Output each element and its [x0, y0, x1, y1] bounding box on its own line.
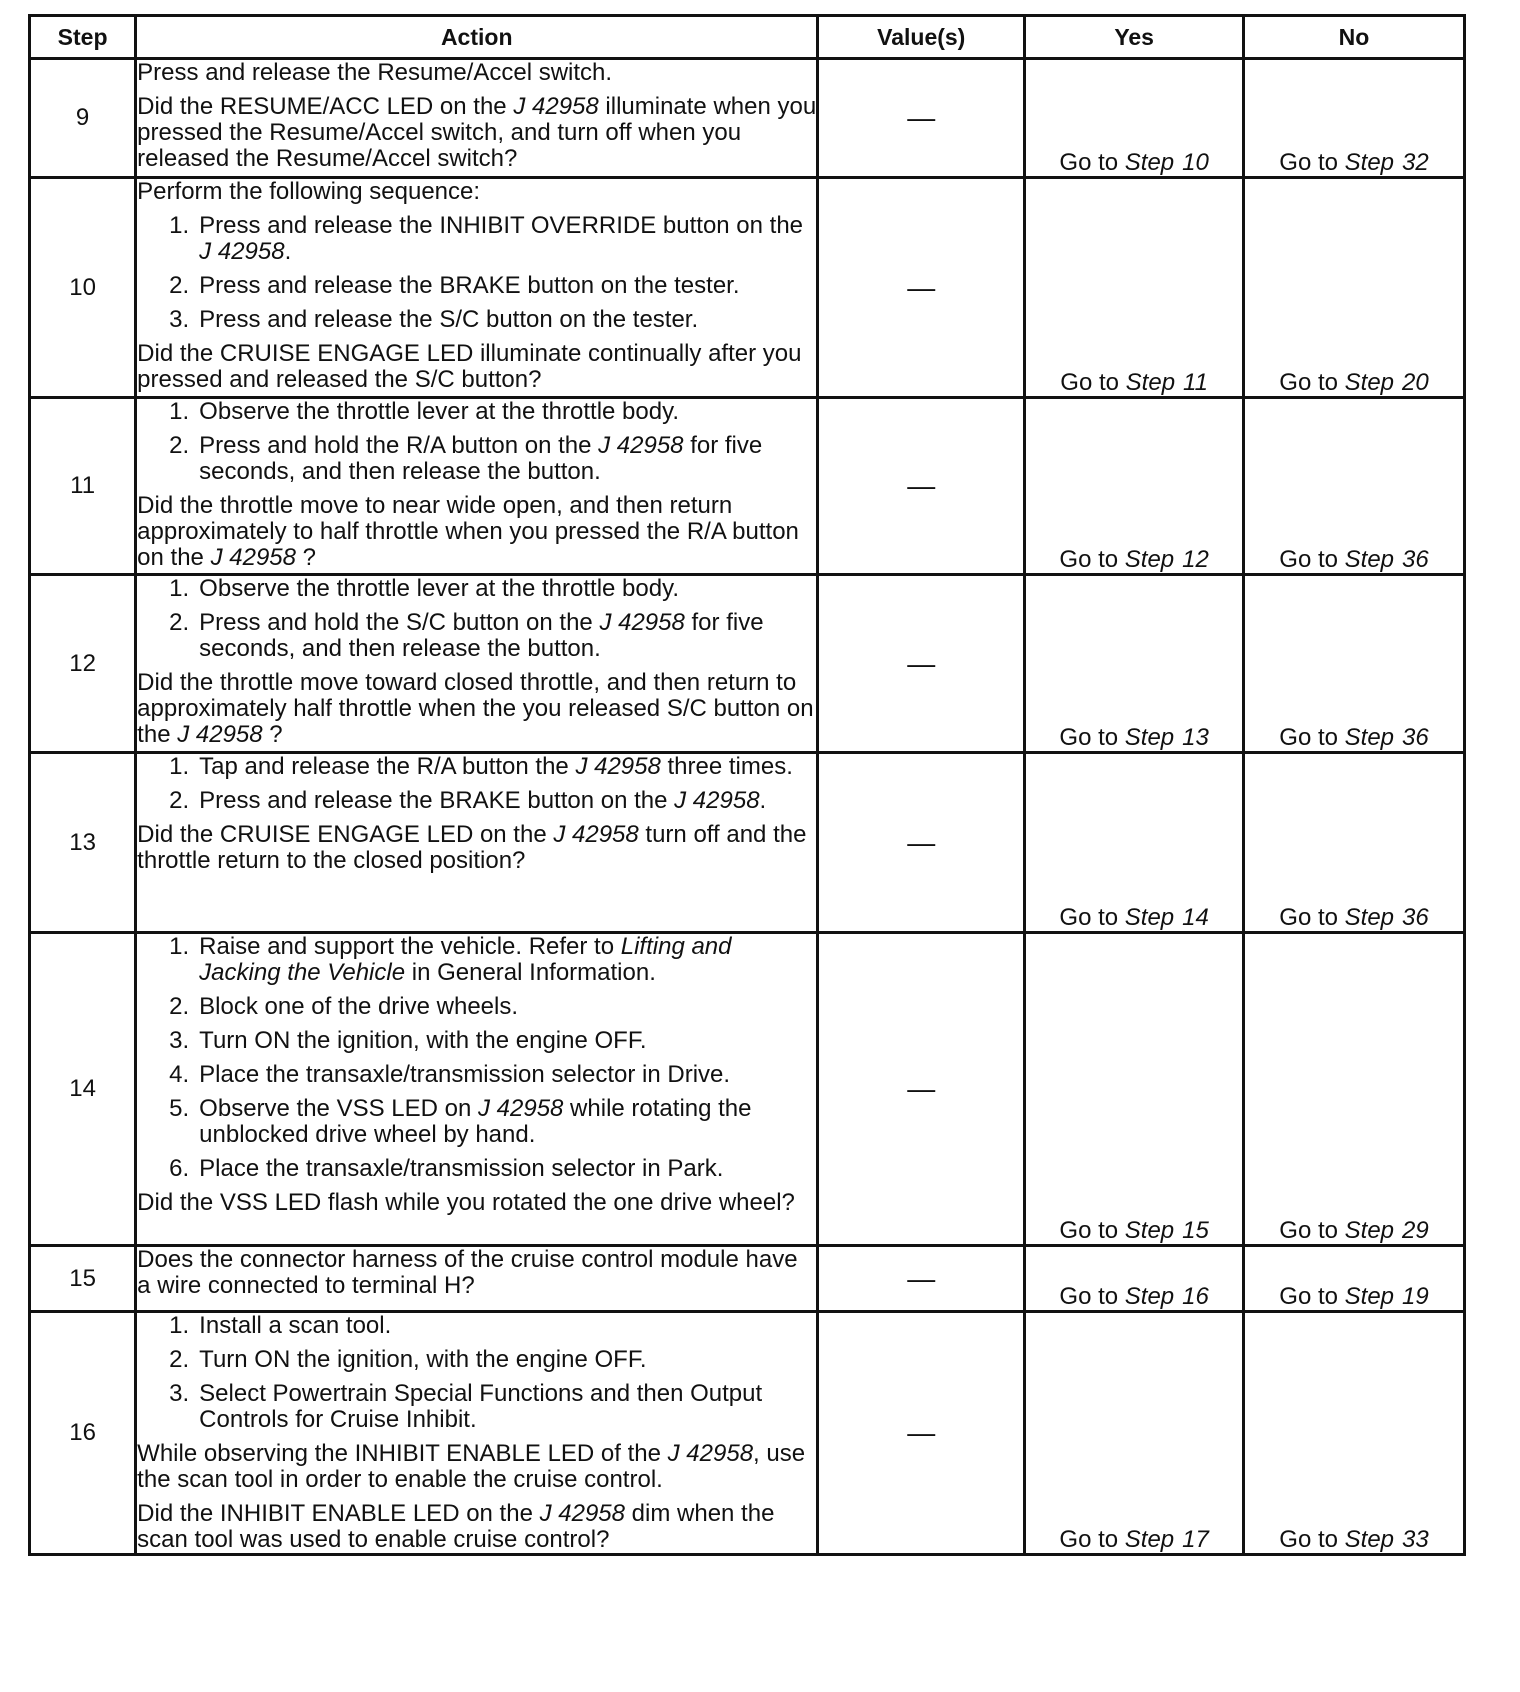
table-row: [30, 178, 1465, 398]
substep-list: [137, 576, 816, 662]
no-step-number: 29: [1402, 1217, 1429, 1244]
action-cell: [136, 59, 818, 178]
goto-prefix: Go to: [1279, 149, 1338, 176]
goto-prefix: Go to: [1059, 149, 1119, 176]
substep-item: [137, 213, 816, 265]
action-paragraph: [137, 341, 816, 393]
italic-reference: J 42958: [599, 609, 685, 636]
text-run: Press and release the BRAKE button on the: [199, 787, 675, 814]
action-cell: [136, 1246, 818, 1312]
value-cell: —: [818, 933, 1025, 1246]
yes-cell: [1025, 178, 1244, 398]
table-header-row: [30, 16, 1465, 59]
goto-step-word: Step: [1124, 149, 1175, 176]
value-cell: —: [818, 398, 1025, 575]
text-run: Did the VSS LED flash while you rotated the one drive wheel?: [137, 1189, 795, 1216]
no-cell: [1244, 59, 1465, 178]
italic-reference: J 42958: [539, 1500, 625, 1527]
no-step-number: 36: [1402, 904, 1429, 931]
text-run: in General Information.: [405, 959, 656, 986]
goto-prefix: Go to: [1059, 1526, 1119, 1553]
value-cell: —: [818, 1312, 1025, 1555]
step-number: 9: [30, 59, 136, 178]
italic-reference: J 42958: [575, 753, 661, 780]
substep-number: 2.: [169, 609, 190, 636]
substep-list: [137, 399, 816, 485]
action-cell: [136, 1312, 818, 1555]
substep-text: [199, 1381, 816, 1433]
text-run: Press and release the BRAKE button on the tester.: [199, 272, 740, 299]
text-run: Select Powertrain Special Functions and then Output Controls for Cruise Inhibit.: [199, 1380, 763, 1433]
step-number: 12: [30, 575, 136, 753]
yes-step-number: 16: [1182, 1283, 1209, 1310]
goto-prefix: Go to: [1059, 1283, 1119, 1310]
action-paragraph: [137, 1190, 816, 1216]
text-run: for five seconds, and then release the button.: [199, 609, 764, 662]
substep-text: [199, 1156, 816, 1182]
yes-cell: [1025, 1246, 1244, 1312]
substep-item: [137, 576, 816, 602]
goto-prefix: Go to: [1059, 904, 1119, 931]
substep-item: [137, 1096, 816, 1148]
substep-text: [199, 788, 816, 814]
goto-step-word: Step: [1344, 1526, 1395, 1553]
text-run: Perform the following sequence:: [137, 178, 481, 205]
substep-item: [137, 610, 816, 662]
substep-number: 2.: [169, 1346, 190, 1373]
text-run: Press and release the S/C button on the tester.: [199, 306, 699, 333]
goto-prefix: Go to: [1279, 904, 1338, 931]
text-run: Does the connector harness of the cruise control module have a wire connected to terminal H?: [137, 1246, 798, 1299]
yes-step-number: 12: [1182, 546, 1209, 573]
substep-item: [137, 754, 816, 780]
substep-number: 1.: [169, 212, 190, 239]
text-run: Press and release the Resume/Accel switch.: [137, 59, 613, 86]
yes-cell: [1025, 1312, 1244, 1555]
substep-item: [137, 1381, 816, 1433]
substep-text: [199, 399, 816, 425]
text-run: Turn ON the ignition, with the engine OFF.: [199, 1346, 647, 1373]
substep-item: [137, 994, 816, 1020]
no-step-number: 20: [1402, 369, 1429, 396]
substep-text: [199, 610, 816, 662]
action-paragraph: [137, 1247, 816, 1299]
goto-step-word: Step: [1344, 149, 1395, 176]
header-values: Value(s): [818, 16, 1025, 59]
italic-reference: J 42958: [177, 721, 263, 748]
text-run: Turn ON the ignition, with the engine OFF.: [199, 1027, 647, 1054]
substep-number: 3.: [169, 1380, 190, 1407]
header-yes: Yes: [1025, 16, 1244, 59]
goto-step-word: Step: [1124, 1526, 1175, 1553]
text-run: illuminate when you pressed the Resume/Accel switch, and turn off when you released the Resume/Accel switch?: [137, 93, 817, 172]
italic-reference: J 42958: [553, 821, 639, 848]
substep-text: [199, 994, 816, 1020]
substep-item: [137, 1028, 816, 1054]
text-run: Press and release the INHIBIT OVERRIDE button on the: [199, 212, 804, 239]
text-run: ?: [262, 721, 283, 748]
substep-number: 1.: [169, 933, 190, 960]
text-run: Did the RESUME/ACC LED on the: [137, 93, 514, 120]
value-cell: —: [818, 575, 1025, 753]
text-run: .: [759, 787, 767, 814]
text-run: ?: [295, 544, 316, 571]
text-run: turn off and the throttle return to the closed position?: [137, 821, 807, 874]
text-run: Place the transaxle/transmission selector in Park.: [199, 1155, 724, 1182]
goto-step-word: Step: [1344, 546, 1395, 573]
substep-item: [137, 1313, 816, 1339]
substep-number: 3.: [169, 1027, 190, 1054]
text-run: , use the scan tool in order to enable the cruise control.: [137, 1440, 806, 1493]
yes-cell: [1025, 753, 1244, 933]
substep-item: [137, 433, 816, 485]
substep-number: 2.: [169, 787, 190, 814]
text-run: .: [284, 238, 292, 265]
substep-item: [137, 273, 816, 299]
text-run: Place the transaxle/transmission selector in Drive.: [199, 1061, 731, 1088]
no-step-number: 19: [1402, 1283, 1429, 1310]
yes-cell: [1025, 575, 1244, 753]
text-run: while rotating the unblocked drive wheel by hand.: [199, 1095, 752, 1148]
substep-number: 2.: [169, 272, 190, 299]
no-step-number: 32: [1402, 149, 1429, 176]
text-run: Observe the throttle lever at the throttle body.: [199, 398, 679, 425]
substep-text: [199, 273, 816, 299]
substep-item: [137, 1062, 816, 1088]
action-paragraph: [137, 94, 816, 172]
text-run: Block one of the drive wheels.: [199, 993, 519, 1020]
italic-reference: J 42958: [210, 544, 296, 571]
action-paragraph: [137, 1441, 816, 1493]
substep-text: [199, 754, 816, 780]
yes-step-number: 17: [1182, 1526, 1209, 1553]
table-row: [30, 933, 1465, 1246]
diagnostic-page: [28, 14, 1466, 1556]
action-paragraph: [137, 1501, 816, 1553]
goto-step-word: Step: [1124, 904, 1175, 931]
substep-number: 1.: [169, 575, 190, 602]
text-run: While observing the INHIBIT ENABLE LED of the: [137, 1440, 668, 1467]
goto-prefix: Go to: [1059, 546, 1119, 573]
substep-number: 1.: [169, 1312, 190, 1339]
text-run: Raise and support the vehicle. Refer to: [199, 933, 621, 960]
goto-step-word: Step: [1344, 904, 1395, 931]
goto-prefix: Go to: [1060, 369, 1119, 396]
header-action: Action: [136, 16, 818, 59]
no-cell: [1244, 575, 1465, 753]
action-cell: [136, 398, 818, 575]
no-cell: [1244, 178, 1465, 398]
goto-step-word: Step: [1124, 546, 1175, 573]
italic-reference: J 42958: [477, 1095, 564, 1122]
substep-number: 3.: [169, 306, 190, 333]
yes-step-number: 13: [1182, 724, 1209, 751]
substep-text: [199, 1096, 816, 1148]
no-cell: [1244, 1246, 1465, 1312]
action-paragraph: [137, 670, 816, 748]
substep-number: 5.: [169, 1095, 190, 1122]
table-row: [30, 1246, 1465, 1312]
no-cell: [1244, 933, 1465, 1246]
goto-prefix: Go to: [1279, 546, 1338, 573]
header-no: No: [1244, 16, 1465, 59]
table-row: [30, 398, 1465, 575]
goto-prefix: Go to: [1059, 1217, 1119, 1244]
text-run: for five seconds, and then release the button.: [199, 432, 763, 485]
action-paragraph: [137, 822, 816, 874]
yes-cell: [1025, 398, 1244, 575]
no-step-number: 36: [1402, 724, 1429, 751]
goto-step-word: Step: [1344, 1283, 1395, 1310]
table-row: [30, 575, 1465, 753]
step-number: 10: [30, 178, 136, 398]
goto-prefix: Go to: [1279, 724, 1338, 751]
substep-number: 2.: [169, 432, 190, 459]
substep-list: [137, 1313, 816, 1433]
yes-step-number: 10: [1182, 149, 1209, 176]
substep-text: [199, 1347, 816, 1373]
substep-item: [137, 934, 816, 986]
substep-list: [137, 213, 816, 333]
substep-list: [137, 754, 816, 814]
table-row: [30, 1312, 1465, 1555]
text-run: Did the throttle move toward closed throttle, and then return to approximately half throttle when the you released S/C button on the: [137, 669, 814, 748]
text-run: Did the INHIBIT ENABLE LED on the: [137, 1500, 540, 1527]
yes-step-number: 11: [1183, 369, 1208, 396]
text-run: Press and hold the R/A button on the: [199, 432, 599, 459]
substep-text: [199, 1028, 816, 1054]
table-row: [30, 59, 1465, 178]
goto-prefix: Go to: [1279, 369, 1338, 396]
no-cell: [1244, 753, 1465, 933]
action-paragraph: [137, 60, 816, 86]
goto-prefix: Go to: [1279, 1217, 1338, 1244]
goto-step-word: Step: [1344, 369, 1395, 396]
italic-reference: J 42958: [674, 787, 760, 814]
header-step: Step: [30, 16, 136, 59]
italic-reference: J 42958: [199, 238, 285, 265]
diagnostic-table: [28, 14, 1466, 1556]
substep-number: 4.: [169, 1061, 190, 1088]
action-cell: [136, 933, 818, 1246]
action-paragraph: [137, 493, 816, 571]
substep-number: 1.: [169, 398, 190, 425]
no-step-number: 36: [1402, 546, 1429, 573]
italic-reference: J 42958: [513, 93, 599, 120]
no-cell: [1244, 1312, 1465, 1555]
substep-item: [137, 399, 816, 425]
no-cell: [1244, 398, 1465, 575]
substep-text: [199, 433, 816, 485]
action-cell: [136, 575, 818, 753]
text-run: Press and hold the S/C button on the: [199, 609, 600, 636]
goto-step-word: Step: [1124, 724, 1175, 751]
step-number: 14: [30, 933, 136, 1246]
value-cell: —: [818, 59, 1025, 178]
text-run: Observe the throttle lever at the throttle body.: [199, 575, 679, 602]
italic-reference: J 42958: [598, 432, 684, 459]
value-cell: —: [818, 753, 1025, 933]
text-run: Tap and release the R/A button the: [199, 753, 576, 780]
substep-number: 6.: [169, 1155, 190, 1182]
yes-cell: [1025, 933, 1244, 1246]
goto-step-word: Step: [1125, 369, 1176, 396]
substep-text: [199, 1313, 816, 1339]
step-number: 15: [30, 1246, 136, 1312]
substep-text: [199, 576, 816, 602]
goto-prefix: Go to: [1279, 1526, 1338, 1553]
value-cell: —: [818, 178, 1025, 398]
goto-step-word: Step: [1344, 724, 1395, 751]
text-run: Did the throttle move to near wide open, and then return approximately to half throttle when you pressed the R/A button on the: [137, 492, 799, 571]
goto-step-word: Step: [1124, 1283, 1175, 1310]
step-number: 16: [30, 1312, 136, 1555]
step-number: 11: [30, 398, 136, 575]
substep-item: [137, 307, 816, 333]
italic-reference: Lifting and Jacking the Vehicle: [199, 933, 732, 986]
substep-text: [199, 934, 816, 986]
substep-item: [137, 1347, 816, 1373]
text-run: Did the CRUISE ENGAGE LED illuminate continually after you pressed and released the S/C button?: [137, 340, 802, 393]
text-run: Did the CRUISE ENGAGE LED on the: [137, 821, 554, 848]
text-run: three times.: [660, 753, 793, 780]
substep-number: 2.: [169, 993, 190, 1020]
text-run: Observe the VSS LED on: [199, 1095, 478, 1122]
goto-step-word: Step: [1124, 1217, 1175, 1244]
substep-item: [137, 1156, 816, 1182]
yes-step-number: 15: [1182, 1217, 1209, 1244]
italic-reference: J 42958: [667, 1440, 754, 1467]
table-row: [30, 753, 1465, 933]
no-step-number: 33: [1402, 1526, 1429, 1553]
substep-text: [199, 213, 816, 265]
goto-prefix: Go to: [1279, 1283, 1338, 1310]
text-run: Install a scan tool.: [199, 1312, 392, 1339]
yes-cell: [1025, 59, 1244, 178]
value-cell: —: [818, 1246, 1025, 1312]
goto-step-word: Step: [1344, 1217, 1395, 1244]
substep-number: 1.: [169, 753, 190, 780]
substep-item: [137, 788, 816, 814]
step-number: 13: [30, 753, 136, 933]
substep-text: [199, 1062, 816, 1088]
yes-step-number: 14: [1182, 904, 1209, 931]
substep-list: [137, 934, 816, 1182]
action-cell: [136, 753, 818, 933]
action-cell: [136, 178, 818, 398]
text-run: dim when the scan tool was used to enable cruise control?: [137, 1500, 775, 1553]
goto-prefix: Go to: [1059, 724, 1119, 751]
substep-text: [199, 307, 816, 333]
action-paragraph: [137, 179, 816, 205]
